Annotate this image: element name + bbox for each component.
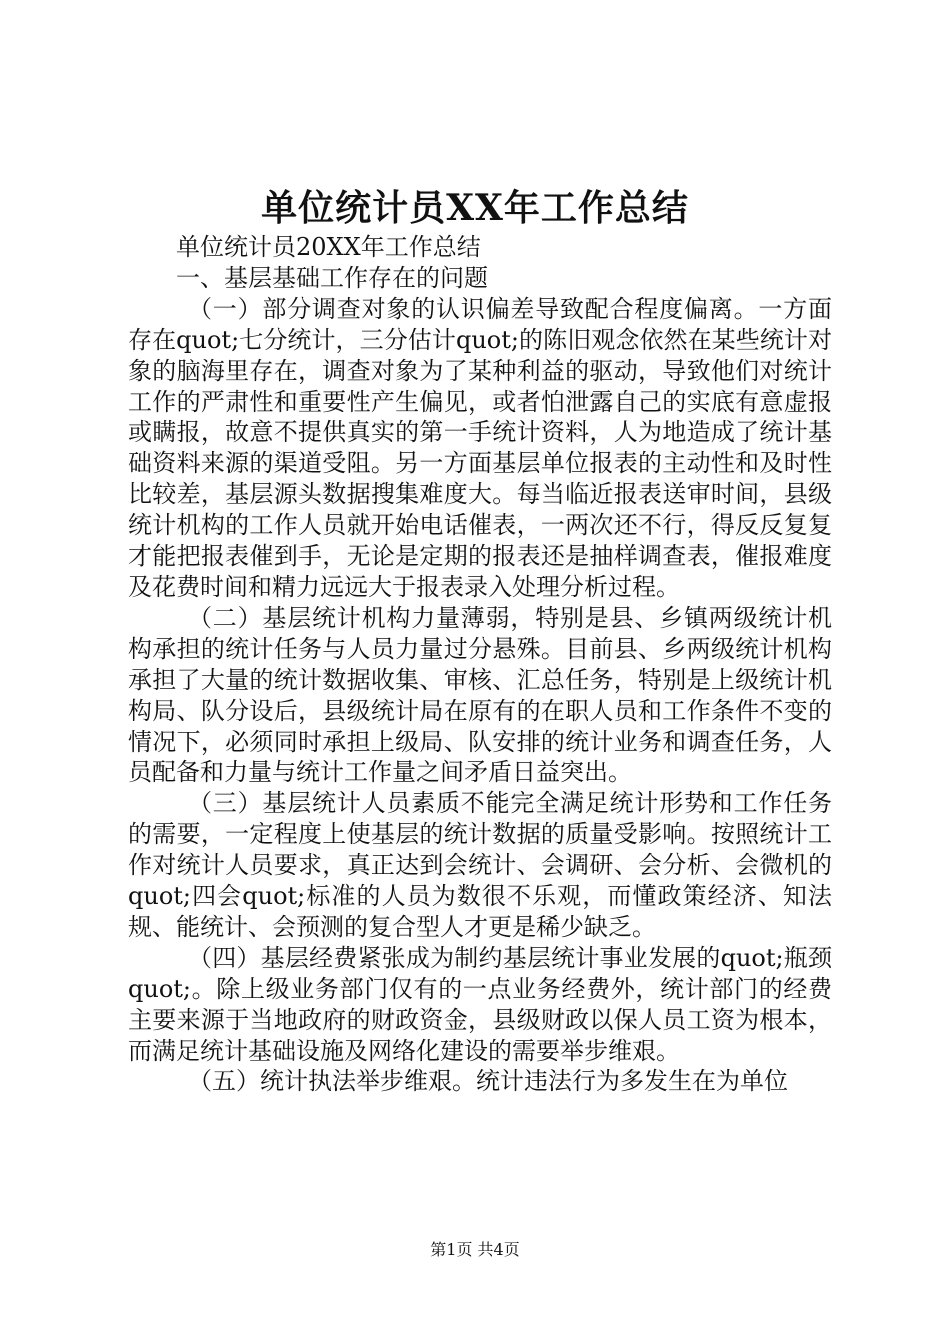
document-body xyxy=(128,232,832,1097)
body-paragraph-3: （三）基层统计人员素质不能完全满足统计形势和工作任务的需要，一定程度上使基层的统计数据的质量受影响。按照统计工作对统计人员要求，真正达到会统计、会调研、会分析、会微机的quot;四会quot;标准的人员为数很不乐观，而懂政策经济、知法规、能统计、会预测的复合型人才更是稀少缺乏。 xyxy=(128,789,832,941)
body-paragraph-5: （五）统计执法举步维艰。统计违法行为多发生在为单位 xyxy=(188,1067,788,1096)
body-paragraph-1: （一）部分调查对象的认识偏差导致配合程度偏离。一方面存在quot;七分统计，三分估计quot;的陈旧观念依然在某些统计对象的脑海里存在，调查对象为了某种利益的驱动，导致他们对统计工作的严肃性和重要性产生偏见，或者怕泄露自己的实底有意虚报或瞒报，故意不提供真实的第一手统计资料，人为地造成了统计基础资料来源的渠道受阻。另一方面基层单位报表的主动性和及时性比较差，基层源头数据搜集难度大。每当临近报表送审时间，县级统计机构的工作人员就开始电话催表，一两次还不行，得反反复复才能把报表催到手，无论是定期的报表还是抽样调查表，催报难度及花费时间和精力远远大于报表录入处理分析过程。 xyxy=(128,294,832,601)
document-title: 单位统计员XX年工作总结 xyxy=(261,187,689,229)
page-footer: 第1页 共4页 xyxy=(430,1240,520,1259)
body-paragraph-2: （二）基层统计机构力量薄弱，特别是县、乡镇两级统计机构承担的统计任务与人员力量过分悬殊。目前县、乡两级统计机构承担了大量的统计数据收集、审核、汇总任务，特别是上级统计机构局、队分设后，县级统计局在原有的在职人员和工作条件不变的情况下，必须同时承担上级局、队安排的统计业务和调查任务，人员配备和力量与统计工作量之间矛盾日益突出。 xyxy=(128,603,832,787)
subtitle-paragraph: 单位统计员20XX年工作总结 xyxy=(176,233,481,261)
section-heading: 一、基层基础工作存在的问题 xyxy=(176,263,488,292)
body-paragraph-4: （四）基层经费紧张成为制约基层统计事业发展的quot;瓶颈quot;。除上级业务部门仅有的一点业务经费外，统计部门的经费主要来源于当地政府的财政资金，县级财政以保人员工资为根本，而满足统计基础设施及网络化建设的需要举步维艰。 xyxy=(128,943,832,1065)
